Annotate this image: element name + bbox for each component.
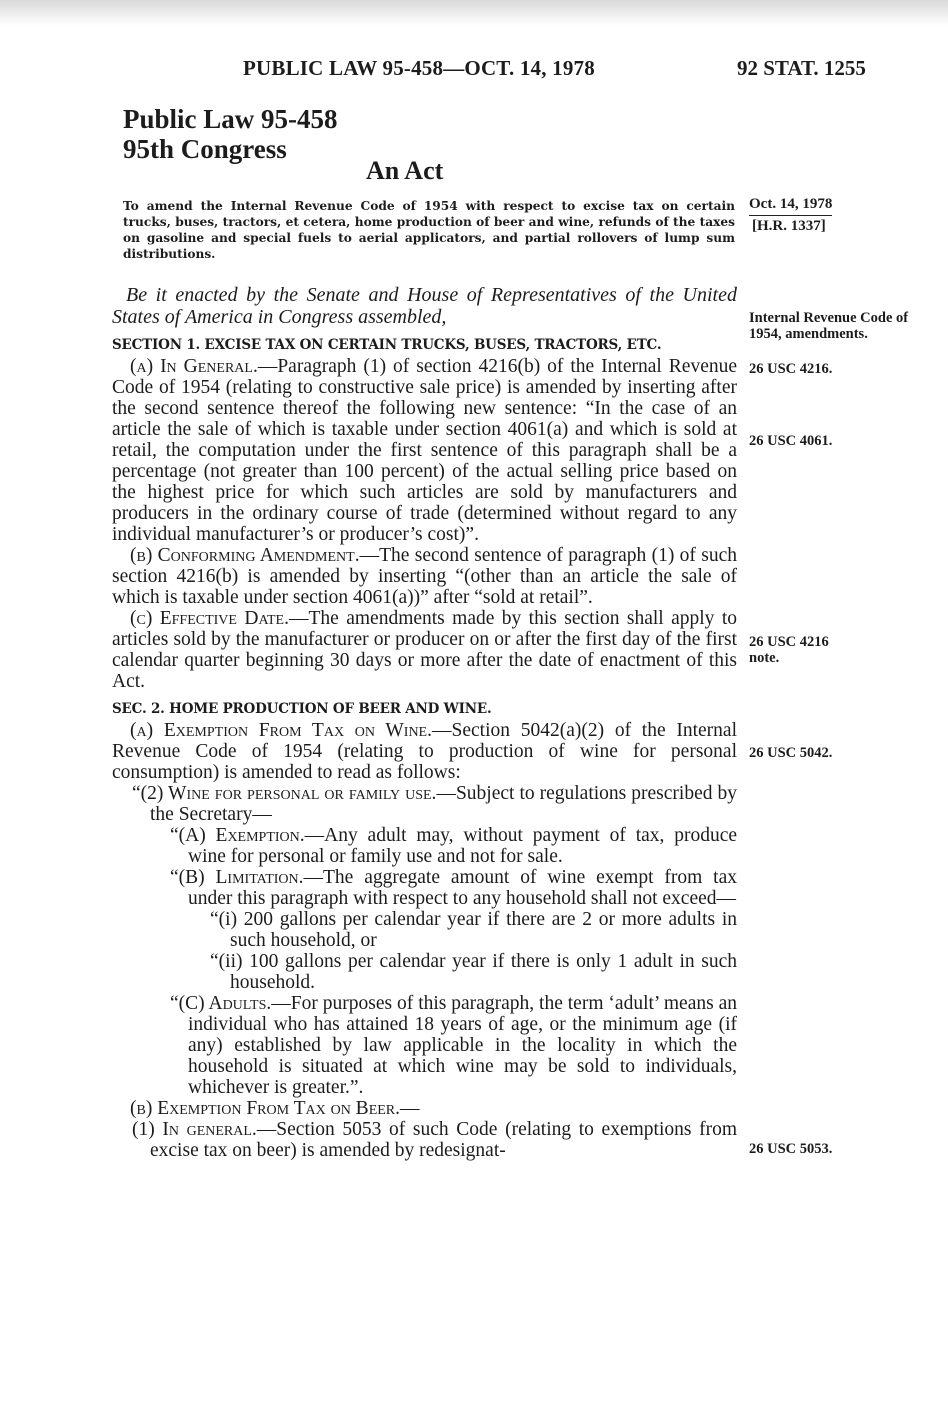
margin-note: 26 USC 4216. — [749, 361, 833, 377]
statute-page-number: 92 STAT. 1255 — [737, 56, 866, 80]
congress-number: 95th Congress — [123, 134, 287, 164]
margin-note: 26 USC 4061. — [749, 433, 833, 449]
clause: “(i) 200 gallons per calendar year if there are 2 or more adults in such household, or — [210, 909, 737, 951]
subsection-text: —The aggregate amount of wine exempt from tax under this paragraph with respect to any household shall not exceed— — [188, 867, 737, 909]
subsection-text: —The second sentence of paragraph (1) of such section 4216(b) is amended by inserting “(other than an article the sale of which is taxable under section 4061(a))” after “sold at retail”. — [112, 545, 737, 608]
paragraph — [112, 356, 737, 545]
subsection-label: (c) Effective Date. — [130, 608, 289, 629]
paragraph — [112, 1098, 737, 1119]
margin-date: Oct. 14, 1978 — [749, 196, 832, 216]
subsection-label: “(C) Adults. — [170, 993, 272, 1014]
subsection-label: “(2) Wine for personal or family use. — [132, 783, 437, 804]
paragraph — [112, 720, 737, 783]
law-title-block — [123, 104, 338, 164]
paragraph — [112, 545, 737, 608]
clause: “(ii) 100 gallons per calendar year if there is only 1 adult in such household. — [210, 951, 737, 993]
subsection-label: (b) Conforming Amendment. — [130, 545, 360, 566]
subsection-text: —Section 5042(a)(2) of the Internal Revenue Code of 1954 (relating to production of wine for personal consumption) is amended to read as follows: — [112, 720, 737, 783]
paragraph — [112, 783, 737, 825]
paragraph — [112, 1119, 737, 1161]
subsection-text: —The amendments made by this section shall apply to articles sold by the manufacturer or producer on or after the first day of the first calendar quarter beginning 30 days or more after the date of enactment of this Act. — [112, 608, 737, 692]
subsection-text: —Subject to regulations prescribed by the Secretary— — [150, 783, 737, 825]
section-heading: SEC. 2. HOME PRODUCTION OF BEER AND WINE. — [112, 701, 492, 717]
margin-note: 26 USC 5053. — [749, 1141, 833, 1157]
margin-note: 26 USC 4216 note. — [749, 634, 829, 666]
paragraph — [112, 993, 737, 1098]
subsection-label: (a) In General. — [130, 356, 258, 377]
margin-bill-number: [H.R. 1337] — [752, 218, 826, 234]
subsection-label: “(A) Exemption. — [170, 825, 305, 846]
paragraph — [112, 867, 737, 909]
running-header: PUBLIC LAW 95-458—OCT. 14, 1978 — [243, 56, 595, 80]
subsection-text: —Section 5053 of such Code (relating to exemptions from excise tax on beer) is amended by redesignat- — [150, 1119, 737, 1161]
subsection-text: — — [400, 1098, 420, 1119]
act-title: An Act — [366, 156, 444, 185]
subsection-label: “(B) Limitation. — [170, 867, 304, 888]
margin-note: 26 USC 5042. — [749, 745, 833, 761]
section-heading: SECTION 1. EXCISE TAX ON CERTAIN TRUCKS, BUSES, TRACTORS, ETC. — [112, 337, 662, 353]
public-law-number: Public Law 95-458 — [123, 104, 338, 134]
margin-note: Internal Revenue Code of 1954, amendments. — [749, 310, 909, 342]
law-body — [112, 284, 737, 1161]
subsection-label: (1) In general. — [132, 1119, 257, 1140]
subsection-text: —For purposes of this paragraph, the term ‘adult’ means an individual who has attained 18 years of age, or the minimum age (if any) established by law applicable in the locality in which the household is situated at which wine may be sold to individuals, whichever is greater.”. — [188, 993, 738, 1098]
subsection-label: (b) Exemption From Tax on Beer. — [130, 1098, 401, 1119]
paragraph — [112, 825, 737, 867]
subsection-text: —Any adult may, without payment of tax, produce wine for personal or family use and not for sale. — [188, 825, 738, 867]
subsection-text: —Paragraph (1) of section 4216(b) of the Internal Revenue Code of 1954 (relating to constructive sale price) is amended by inserting after the second sentence thereof the following new sentence: “In the case of an article the sale of which is taxable under section 4061(a) and which is sold at retail, the computation under the first sentence of this paragraph shall be a percentage (not greater than 100 percent) of the actual selling price based on the highest price for which such articles are sold by manufacturers and producers in the ordinary course of trade (determined without regard to any individual manufacturer’s or producer’s cost)”. — [112, 356, 738, 545]
enacting-clause: Be it enacted by the Senate and House of Representatives of the United States of America in Congress assembled, — [112, 284, 737, 328]
purpose-clause: To amend the Internal Revenue Code of 1954 with respect to excise tax on certain trucks, buses, tractors, et cetera, home production of beer and wine, refunds of the taxes on gasoline and special fuels to aerial applicators, and partial rollovers of lump sum distributions. — [123, 199, 735, 261]
scan-edge — [0, 0, 948, 26]
paragraph — [112, 608, 737, 692]
subsection-label: (a) Exemption From Tax on Wine. — [130, 720, 432, 741]
